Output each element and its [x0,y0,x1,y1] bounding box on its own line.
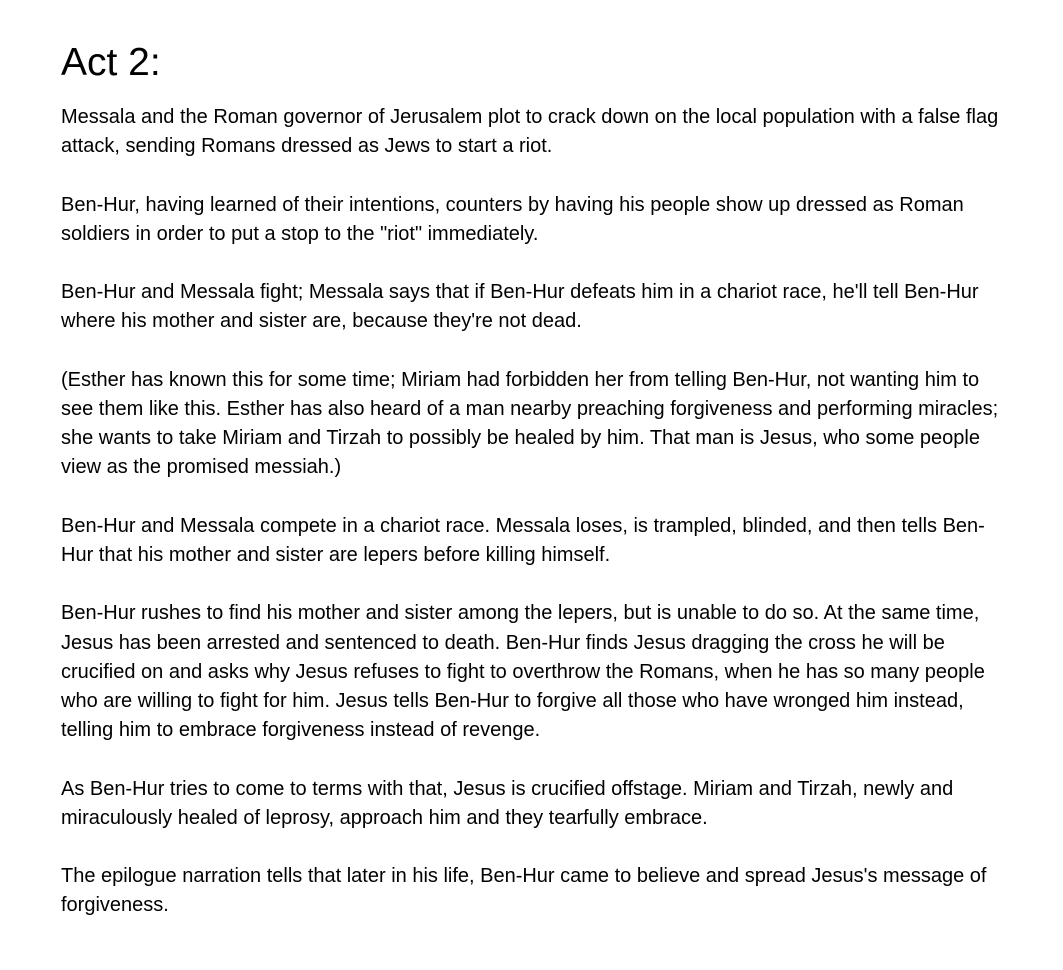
paragraph-1: Messala and the Roman governor of Jerusalem plot to crack down on the local population with a false flag attack, sending Romans dressed as Jews to start a riot. [61,106,999,158]
document-title: Act 2: [61,41,161,84]
paragraph-3: Ben-Hur and Messala fight; Messala says that if Ben-Hur defeats him in a chariot race, he'll tell Ben-Hur where his mother and sister are, because they're not dead. [61,281,979,333]
document-page [61,38,1006,950]
paragraph-8: The epilogue narration tells that later in his life, Ben-Hur came to believe and spread Jesus's message of forgiveness. [61,865,987,917]
paragraph-5: Ben-Hur and Messala compete in a chariot race. Messala loses, is trampled, blinded, and then tells Ben-Hur that his mother and sister are lepers before killing himself. [61,514,985,566]
paragraph-7: As Ben-Hur tries to come to terms with that, Jesus is crucified offstage. Miriam and Tirzah, newly and miraculously healed of leprosy, approach him and they tearfully embrace. [61,777,954,829]
paragraph-2: Ben-Hur, having learned of their intentions, counters by having his people show up dressed as Roman soldiers in order to put a stop to the "riot" immediately. [61,193,964,245]
paragraph-4: (Esther has known this for some time; Miriam had forbidden her from telling Ben-Hur, not wanting him to see them like this. Esther has also heard of a man nearby preaching forgiveness and performing miracles; she wants to take Miriam and Tirzah to possibly be healed by him. That man is Jesus, who some people view as the promised messiah.) [61,368,999,479]
paragraph-6: Ben-Hur rushes to find his mother and sister among the lepers, but is unable to do so. At the same time, Jesus has been arrested and sentenced to death. Ben-Hur finds Jesus dragging the cross he will be crucified on and asks why Jesus refuses to fight to overthrow the Romans, when he has so many people who are willing to fight for him. Jesus tells Ben-Hur to forgive all those who have wronged him instead, telling him to embrace forgiveness instead of revenge. [61,602,985,742]
